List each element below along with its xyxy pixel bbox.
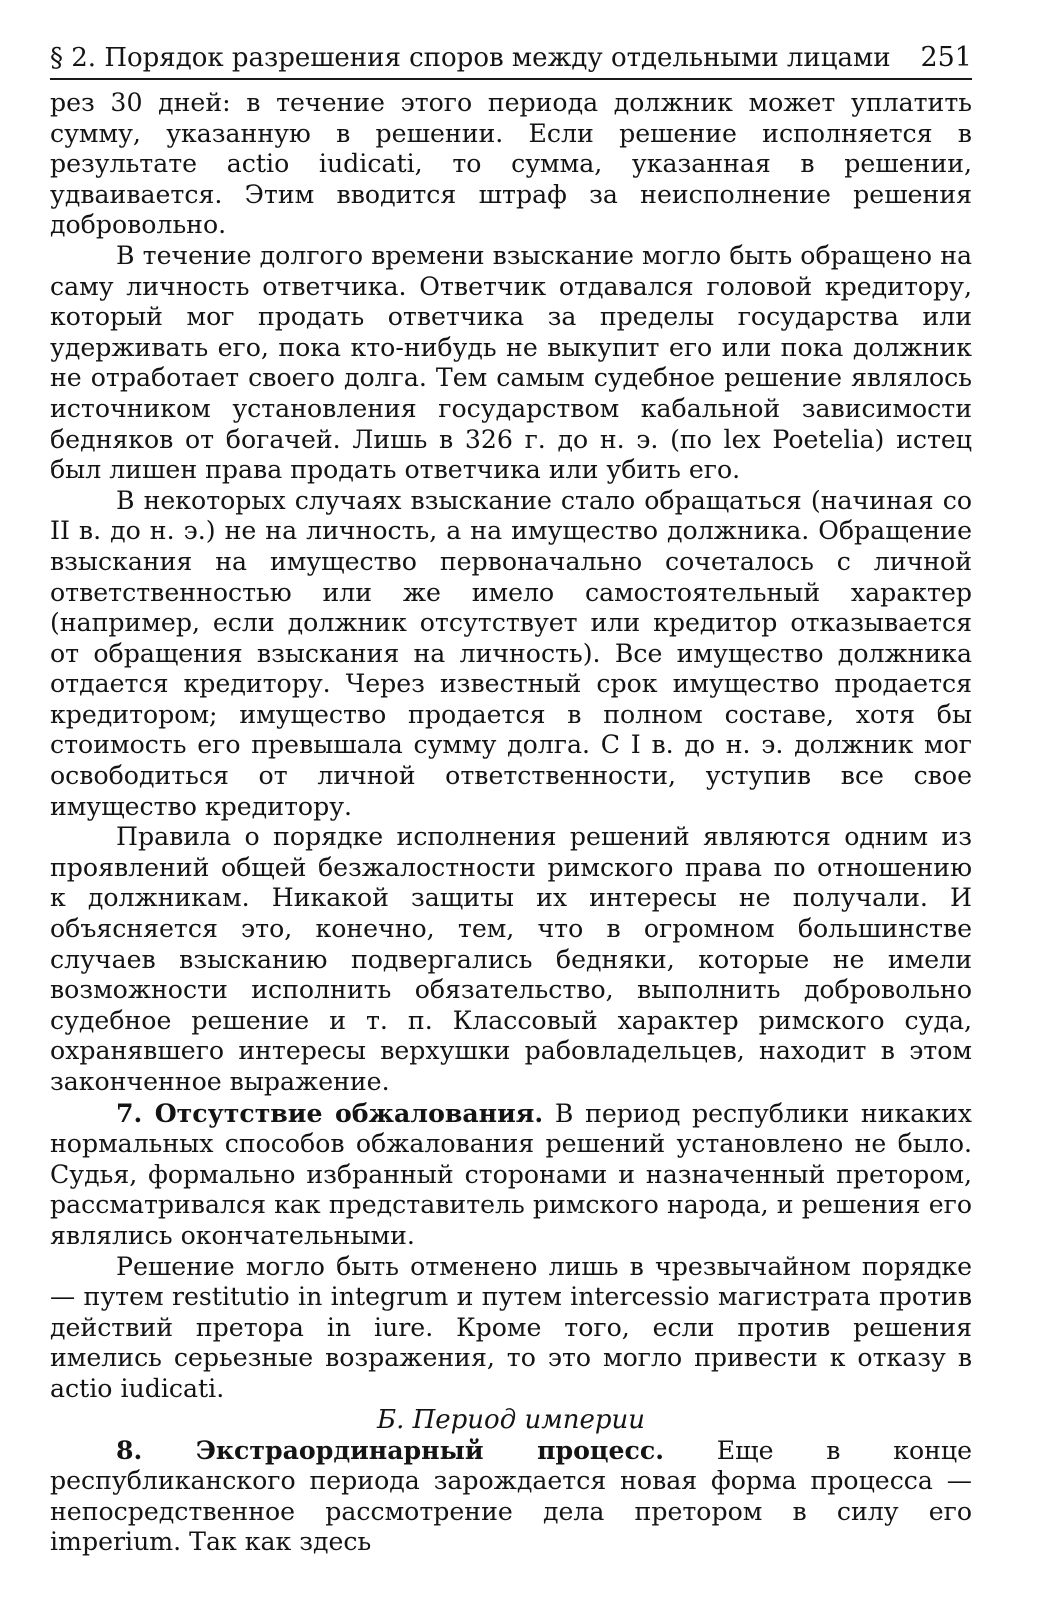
paragraph: [50, 1098, 972, 1252]
subsection-title: Б. Период империи: [376, 1404, 646, 1435]
page-body: [50, 88, 972, 1558]
section-heading: 7. Отсутствие обжалования.: [116, 1097, 544, 1128]
paragraph: [50, 822, 972, 1097]
paragraph: [50, 1252, 972, 1405]
paragraph-text: В период республики никаких нормальных способов обжалования решений установлено не было. Судья, формально избранный сторонами и назначенный претором, рассматривался как представитель римского народа, и решения его являлись окончательными.: [50, 1098, 973, 1250]
paragraph: [50, 1435, 972, 1558]
paragraph-text: Еще в конце республиканского периода зарождается новая форма процесса — непосредственное рассмотрение дела претором в силу его imperium. Так как здесь: [50, 1435, 972, 1557]
paragraph-text: В течение долгого времени взыскание могло быть обращено на саму личность ответчика. Ответчик отдавался головой кредитору, который мог продать ответчика за пределы государства или удерживать его, пока кто-нибудь не выкупит его или пока должник не отработает своего долга. Тем самым судебное решение являлось источником установления государством кабальной зависимости бедняков от богачей. Лишь в 326 г. до н. э. (по lex Poetelia) истец был лишен права продать ответчика или убить его.: [50, 240, 972, 485]
section-heading: 8. Экстраординарный процесс.: [116, 1434, 664, 1465]
paragraph: [50, 88, 972, 241]
book-page: [50, 40, 972, 1558]
paragraph-text: рез 30 дней: в течение этого периода должник может уплатить сумму, указанную в решении. Если решение исполняется в результате actio iudicati, то сумма, указанная в решении, удваивается. Этим вводится штраф за неисполнение решения добровольно.: [50, 88, 972, 240]
paragraph: [50, 486, 972, 823]
paragraph-text: В некоторых случаях взыскание стало обращаться (начиная со II в. до н. э.) не на личность, а на имущество должника. Обращение взыскания на имущество первоначально сочеталось с личной ответственностью или же имело самостоятельный характер (например, если должник отсутствует или кредитор отказывается от обращения взыскания на личность). Все имущество должника отдается кредитору. Через известный срок имущество продается кредитором; имущество продается в полном составе, хотя бы стоимость его превышала сумму долга. С I в. до н. э. должник мог освободиться от личной ответственности, уступив все свое имущество кредитору.: [50, 485, 972, 821]
paragraph-text: Решение могло быть отменено лишь в чрезвычайном порядке — путем restitutio in integrum и путем intercessio магистрата против действий претора in iure. Кроме того, если против решения имелись серьезные возражения, то это могло привести к отказу в actio iudicati.: [50, 1251, 972, 1403]
paragraph: [50, 241, 972, 486]
page-number: 251: [920, 42, 972, 73]
running-header: [50, 40, 972, 80]
running-title: § 2. Порядок разрешения споров между отдельными лицами: [50, 43, 891, 73]
paragraph-text: Правила о порядке исполнения решений являются одним из проявлений общей безжалостности римского права по отношению к должникам. Никакой защиты их интересы не получали. И объясняется это, конечно, тем, что в огромном большинстве случаев взысканию подвергались бедняки, которые не имели возможности исполнить обязательство, выполнить добровольно судебное решение и т. п. Классовый характер римского суда, охранявшего интересы верхушки рабовладельцев, находит в этом законченное выражение.: [50, 822, 972, 1096]
